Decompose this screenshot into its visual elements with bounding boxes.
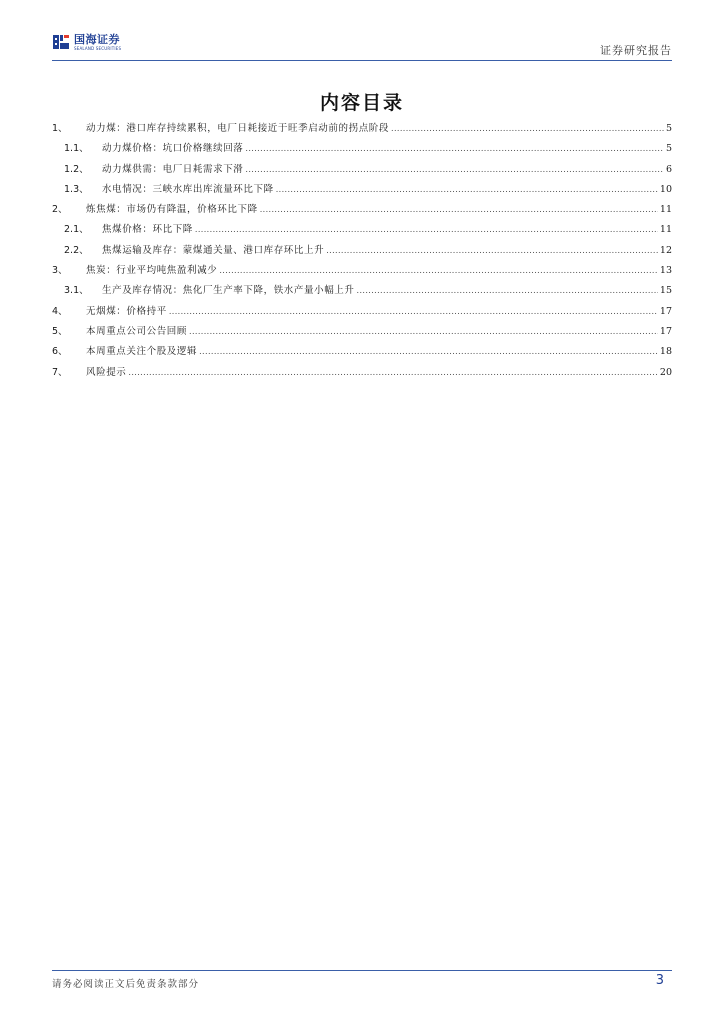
toc-leader-dots: [260, 205, 658, 214]
toc-entry-number: 4、: [52, 305, 68, 317]
page-number: 3: [655, 973, 664, 988]
toc-entry-page: 11: [659, 224, 672, 236]
toc-entry-page: 17: [659, 305, 672, 317]
toc-entry-number: 2.1、: [64, 224, 89, 236]
toc-entry[interactable]: [52, 343, 672, 363]
logo-name-en: SEALAND SECURITIES: [74, 45, 122, 51]
toc-entry-number: 2、: [52, 204, 68, 216]
toc-leader-dots: [391, 124, 664, 133]
footer-divider: [52, 970, 672, 971]
page-header: [52, 26, 672, 60]
company-logo: [52, 32, 121, 52]
toc-entry-number: 3、: [52, 265, 68, 277]
report-type-label: 证券研究报告: [600, 44, 672, 57]
toc-entry[interactable]: [52, 221, 672, 241]
toc-entry-title: 焦炭：行业平均吨焦盈利减少: [86, 265, 218, 277]
toc-entry-title: 动力煤价格：坑口价格继续回落: [102, 143, 244, 155]
toc-leader-dots: [128, 368, 658, 377]
toc-entry-number: 1、: [52, 123, 68, 134]
toc-entry-page: 13: [659, 265, 672, 277]
toc-entry-number: 1.1、: [64, 143, 89, 155]
toc-entry-number: 2.2、: [64, 244, 89, 256]
toc-entry-title: 无烟煤：价格持平: [86, 305, 167, 317]
toc-leader-dots: [189, 327, 658, 336]
toc-entry-page: 18: [659, 346, 672, 358]
toc-leader-dots: [245, 165, 664, 174]
toc-entry[interactable]: [52, 323, 672, 343]
toc-leader-dots: [245, 144, 664, 153]
toc-entry-number: 1.3、: [64, 183, 89, 195]
toc-entry[interactable]: [52, 303, 672, 323]
toc-entry[interactable]: [52, 201, 672, 221]
toc-entry-page: 10: [659, 183, 672, 195]
toc-entry[interactable]: [52, 282, 672, 302]
toc-entry-page: 5: [665, 123, 672, 134]
toc-entry[interactable]: [52, 242, 672, 262]
toc-entry-page: 15: [659, 285, 672, 297]
toc-entry-page: 20: [659, 366, 672, 378]
toc-entry-title: 动力煤：港口库存持续累积，电厂日耗接近于旺季启动前的拐点阶段: [86, 123, 390, 134]
logo-name-cn: 国海证券: [74, 32, 120, 46]
toc-leader-dots: [357, 286, 658, 295]
toc-entry[interactable]: [52, 364, 672, 384]
toc-entry-title: 焦煤价格：环比下降: [102, 224, 193, 236]
toc-entry-page: 17: [659, 325, 672, 337]
toc-entry[interactable]: [52, 181, 672, 201]
toc-entry-title: 生产及库存情况：焦化厂生产率下降，铁水产量小幅上升: [102, 285, 355, 297]
toc-entry-title: 动力煤供需：电厂日耗需求下滑: [102, 163, 244, 175]
toc-entry-title: 风险提示: [86, 366, 127, 378]
toc-entry-number: 7、: [52, 366, 68, 378]
toc-entry-number: 5、: [52, 325, 68, 337]
toc-entry-title: 炼焦煤：市场仍有降温，价格环比下降: [86, 204, 258, 216]
toc-leader-dots: [169, 307, 658, 316]
toc-entry-number: 6、: [52, 346, 68, 358]
toc-entry[interactable]: [52, 120, 672, 140]
table-of-contents: [52, 120, 672, 384]
toc-entry-title: 本周重点公司公告回顾: [86, 325, 188, 337]
toc-entry[interactable]: [52, 161, 672, 181]
page-title: 内容目录: [319, 92, 404, 114]
toc-leader-dots: [195, 225, 658, 234]
toc-leader-dots: [219, 266, 658, 275]
logo-wordmark: [74, 34, 121, 51]
logo-mark-icon: [52, 33, 70, 51]
toc-entry-title: 水电情况：三峡水库出库流量环比下降: [102, 183, 274, 195]
toc-entry[interactable]: [52, 140, 672, 160]
toc-leader-dots: [276, 185, 658, 194]
toc-entry-title: 本周重点关注个股及逻辑: [86, 346, 198, 358]
toc-entry-page: 12: [659, 244, 672, 256]
toc-entry-title: 焦煤运输及库存：蒙煤通关量、港口库存环比上升: [102, 244, 325, 256]
toc-entry[interactable]: [52, 262, 672, 282]
toc-entry-number: 3.1、: [64, 285, 89, 297]
toc-entry-page: 6: [665, 163, 672, 175]
toc-entry-number: 1.2、: [64, 163, 89, 175]
toc-entry-page: 5: [665, 143, 672, 155]
toc-leader-dots: [326, 246, 658, 255]
footer-disclaimer: 请务必阅读正文后免责条款部分: [52, 979, 200, 990]
header-divider: [52, 60, 672, 61]
toc-entry-page: 11: [659, 204, 672, 216]
toc-leader-dots: [199, 347, 658, 356]
